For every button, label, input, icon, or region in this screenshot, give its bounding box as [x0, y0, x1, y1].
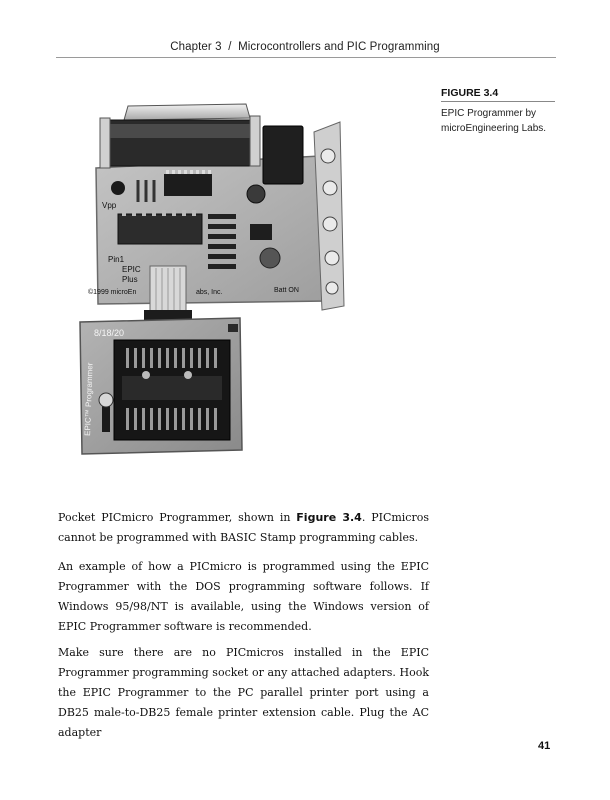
chip-socket	[118, 214, 202, 244]
db25-connector	[100, 104, 260, 168]
figure-caption: EPIC Programmer by microEngineering Labs.	[441, 108, 547, 134]
pocket-text-label: EPIC™ Programmer	[83, 362, 95, 437]
board-text-epic: EPIC	[122, 265, 141, 274]
page-number: 41	[538, 740, 551, 752]
board-text-copyright: ©1999 microEn	[88, 289, 137, 296]
paragraph-3: Make sure there are no PICmicros installed in the EPIC Programmer programming socket or any attached adapters. Hook the EPIC Programmer to the PC parallel printer port using a DB25 male-to-DB25 female printer extension cable. Plug the AC adapter	[58, 646, 429, 739]
paragraph-1-text-a: Pocket PICmicro Programmer, shown in	[58, 511, 297, 524]
header-rule	[56, 57, 556, 58]
figure-label: FIGURE 3.4	[441, 87, 499, 99]
board-text-plus: Plus	[122, 275, 138, 284]
epic-plus-board	[88, 104, 328, 304]
pocket-programmer-board	[80, 318, 242, 454]
board-text-pin1: Pin1	[108, 255, 125, 264]
running-header	[0, 41, 610, 53]
paragraph-1	[58, 508, 429, 548]
figure-caption-rule	[441, 101, 555, 102]
figure-reference: Figure 3.4	[296, 511, 362, 524]
figure-photo	[78, 96, 434, 456]
header-title: Microcontrollers and PIC Programming	[238, 41, 440, 53]
power-jack	[263, 126, 303, 184]
board-text-batt: Batt ON	[274, 287, 299, 294]
dip-chip	[164, 174, 212, 196]
board-text-labs: abs, Inc.	[196, 289, 223, 296]
paragraph-1-text-b: . PICmicros cannot be programmed with BASIC Stamp programming cables.	[58, 511, 429, 544]
paragraph-2: An example of how a PICmicro is programmed using the EPIC Programmer with the DOS programming software follows. If Windows 95/98/NT is available, using the Windows version of EPIC Programmer software is recommended.	[58, 560, 429, 633]
header-chapter: Chapter 3	[170, 41, 222, 53]
board-text-vpp: Vpp	[102, 201, 117, 210]
header-separator: /	[228, 41, 232, 53]
pocket-text-date: 8/18/20	[94, 328, 125, 338]
